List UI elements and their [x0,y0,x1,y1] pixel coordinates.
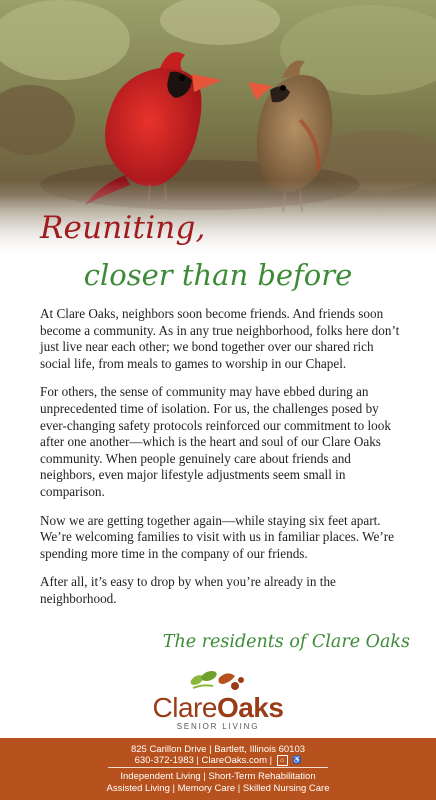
footer-divider [108,767,328,768]
footer-services-2: Assisted Living | Memory Care | Skilled Nursing Care [106,783,330,794]
accessibility-icon: ♿ [292,757,302,764]
logo-name-oaks: Oaks [216,692,284,723]
paragraph-3: Now we are getting together again—while staying six feet apart. We’re welcoming families to visit with us in familiar places. We’re spending more time in the company of our friends. [40,512,394,561]
headline-reuniting: Reuniting, [40,210,206,246]
logo-wordmark [0,692,436,724]
headline-closer-than-before: closer than before [83,258,353,292]
paragraph-4: After all, it’s easy to drop by when you’re already in the neighborhood. [40,574,336,606]
equal-housing-icon: ⌂ [277,755,288,766]
footer-services-1: Independent Living | Short-Term Rehabilitation [120,771,316,782]
body-copy [40,306,406,620]
footer-contact-text: 630-372-1983 | ClareOaks.com | [134,755,273,767]
footer-bar [0,738,436,800]
paragraph-2: For others, the sense of community may have ebbed during an unprecedented time of isolation. For us, the challenges posed by ever-changing safety protocols reinforced our commitment to look after one another—which is the heart and soul of our Clare Oaks community. When people genuinely care about friends and neighbors, even major lifestyle adjustments seem small in comparison. [40,384,391,499]
signature-residents: The residents of Clare Oaks [162,632,410,652]
footer-contact [0,755,436,766]
footer-address: 825 Carillon Drive | Bartlett, Illinois 60103 [130,744,306,755]
logo-subtitle: SENIOR LIVING [176,722,260,731]
logo-name-clare: Clare [152,692,217,723]
paragraph-1: At Clare Oaks, neighbors soon become friends. And friends soon become a community. As in any true neighborhood, folks here don’t just live near each other; we bond together over our shared rich social life, from meals to games to worship in our Chapel. [40,306,400,371]
